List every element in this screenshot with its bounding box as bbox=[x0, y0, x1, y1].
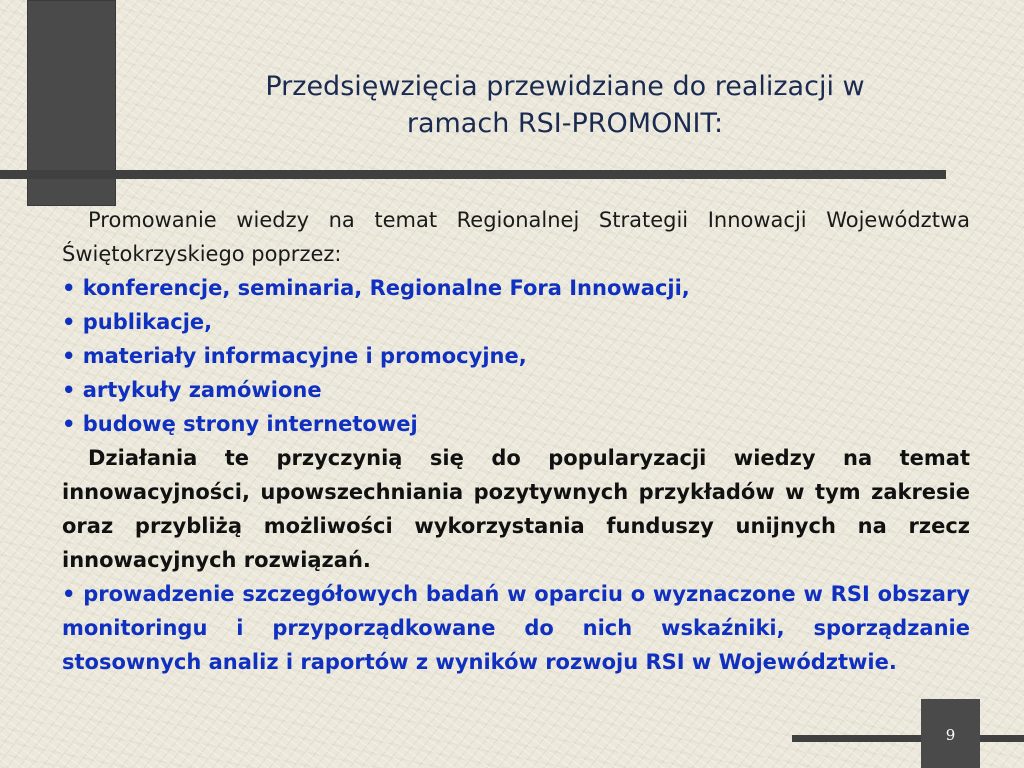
bullet-publications: • publikacje, bbox=[62, 310, 213, 334]
research-bullet: • prowadzenie szczegółowych badań w oparciu o wyznaczone w RSI obszary monitoringu i przyporządkowane do nich wskaźniki, sporządzanie stosownych analiz i raportów z wyników rozwoju RSI w Województwie. bbox=[62, 582, 970, 674]
bullet-materials: • materiały informacyjne i promocyjne, bbox=[62, 344, 527, 368]
decorative-line-top bbox=[0, 170, 946, 179]
decorative-line-bottom bbox=[792, 735, 1024, 742]
bullet-conferences: • konferencje, seminaria, Regionalne Fora Innowacji, bbox=[62, 276, 690, 300]
slide-content bbox=[62, 203, 970, 679]
slide-title-line-1: Przedsięwzięcia przewidziane do realizacji w bbox=[265, 71, 865, 102]
actions-paragraph: Działania te przyczynią się do popularyzacji wiedzy na temat innowacyjności, upowszechniania pozytywnych przykładów w tym zakresie oraz przybliżą możliwości wykorzystania funduszy unijnych na rzecz innowacyjnych rozwiązań. bbox=[62, 446, 970, 572]
bullet-articles: • artykuły zamówione bbox=[62, 378, 322, 402]
slide-title bbox=[150, 68, 980, 142]
bullet-website: • budowę strony internetowej bbox=[62, 412, 418, 436]
slide-title-line-2: ramach RSI-PROMONIT: bbox=[406, 108, 724, 139]
slide-number: 9 bbox=[945, 726, 956, 744]
intro-paragraph: Promowanie wiedzy na temat Regionalnej Strategii Innowacji Województwa Świętokrzyskiego poprzez: bbox=[62, 208, 970, 266]
promotion-bullet-list bbox=[62, 271, 970, 441]
